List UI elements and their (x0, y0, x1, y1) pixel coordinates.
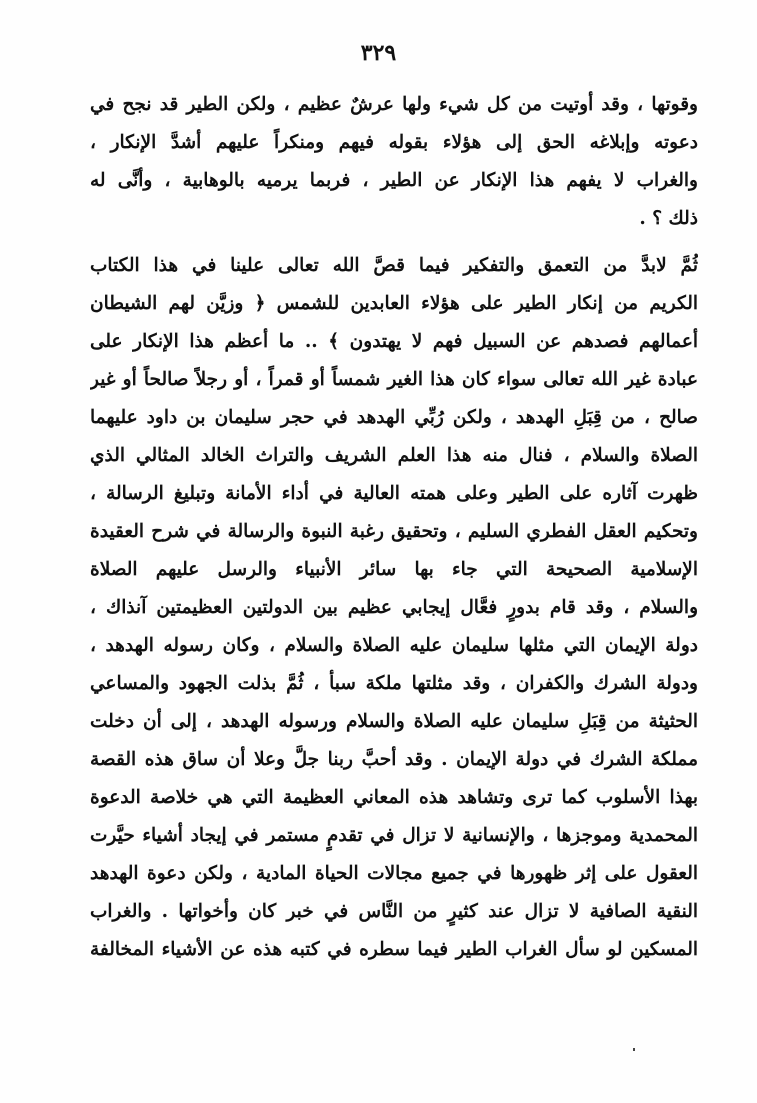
text-line: وتحكيم العقل الفطري السليم ، وتحقيق رغبة النبوة والرسالة في شرح العقيدة (90, 521, 698, 542)
text-line: أعمالهم فصدهم عن السبيل فهم لا يهتدون ﴾ .. ما أعظم هذا الإنكار على (90, 331, 698, 352)
text-line: دعوته وإبلاغه الحق إلى هؤلاء بقوله فيهم ومنكراً عليهم أشدَّ الإنكار ، (90, 132, 698, 153)
text-line: ذلك ؟ . (639, 208, 698, 229)
text-line: ظهرت آثاره على الطير وعلى همته العالية في أداء الأمانة وتبليغ الرسالة ، (90, 483, 698, 504)
text-line: الكريم من إنكار الطير على هؤلاء العابدين للشمس ﴿ وزيَّن لهم الشيطان (90, 293, 698, 314)
text-line: دولة الإيمان التي مثلها سليمان عليه الصلاة والسلام ، وكان رسوله الهدهد ، (90, 635, 698, 656)
text-line: مملكة الشرك في دولة الإيمان . وقد أحبَّ ربنا جلَّ وعلا أن ساق هذه القصة (90, 749, 698, 770)
scan-speck (633, 1048, 635, 1051)
text-line: المحمدية وموجزها ، والإنسانية لا تزال في تقدمٍ مستمر في إيجاد أشياء حيَّرت (90, 825, 698, 846)
paragraph-1 (90, 86, 698, 238)
text-line: عبادة غير الله تعالى سواء كان هذا الغير شمساً أو قمراً ، أو رجلاً صالحاً أو غير (90, 369, 698, 390)
text-line: الصلاة والسلام ، فنال منه هذا العلم الشريف والتراث الخالد المثالي الذي (90, 445, 698, 466)
text-line: ودولة الشرك والكفران ، وقد مثلتها ملكة سبأ ، ثُمَّ بذلت الجهود والمساعي (90, 673, 698, 694)
text-line: الحثيثة من قِبَلِ سليمان عليه الصلاة والسلام ورسوله الهدهد ، إلى أن دخلت (90, 711, 698, 732)
text-line: صالح ، من قِبَلِ الهدهد ، ولكن رُبِّي الهدهد في حجر سليمان بن داود عليهما (90, 407, 698, 428)
text-line: بهذا الأسلوب كما ترى وتشاهد هذه المعاني العظيمة التي هي خلاصة الدعوة (90, 787, 698, 808)
text-line: العقول على إثر ظهورها في جميع مجالات الحياة المادية ، ولكن دعوة الهدهد (90, 863, 698, 884)
text-line: وقوتها ، وقد أوتيت من كل شيء ولها عرشٌ عظيم ، ولكن الطير قد نجح في (90, 94, 698, 115)
text-line: والغراب لا يفهم هذا الإنكار عن الطير ، فربما يرميه بالوهابية ، وأنَّى له (90, 170, 698, 191)
text-line: الإسلامية الصحيحة التي جاء بها سائر الأنبياء والرسل عليهم الصلاة (90, 559, 698, 580)
text-line: النقية الصافية لا تزال عند كثيرٍ من النَّاس في خبر كان وأخواتها . والغراب (90, 901, 698, 922)
text-line: ثُمَّ لابدَّ من التعمق والتفكير فيما قصَّ الله تعالى علينا في هذا الكتاب (90, 255, 698, 276)
text-line: المسكين لو سأل الغراب الطير فيما سطره في كتبه هذه عن الأشياء المخالفة (90, 939, 698, 960)
page-number: ٣٢٩ (360, 40, 397, 66)
paragraph-2 (90, 247, 698, 969)
text-line: والسلام ، وقد قام بدورٍ فعَّال إيجابي عظيم بين الدولتين العظيمتين آنذاك ، (90, 597, 698, 618)
